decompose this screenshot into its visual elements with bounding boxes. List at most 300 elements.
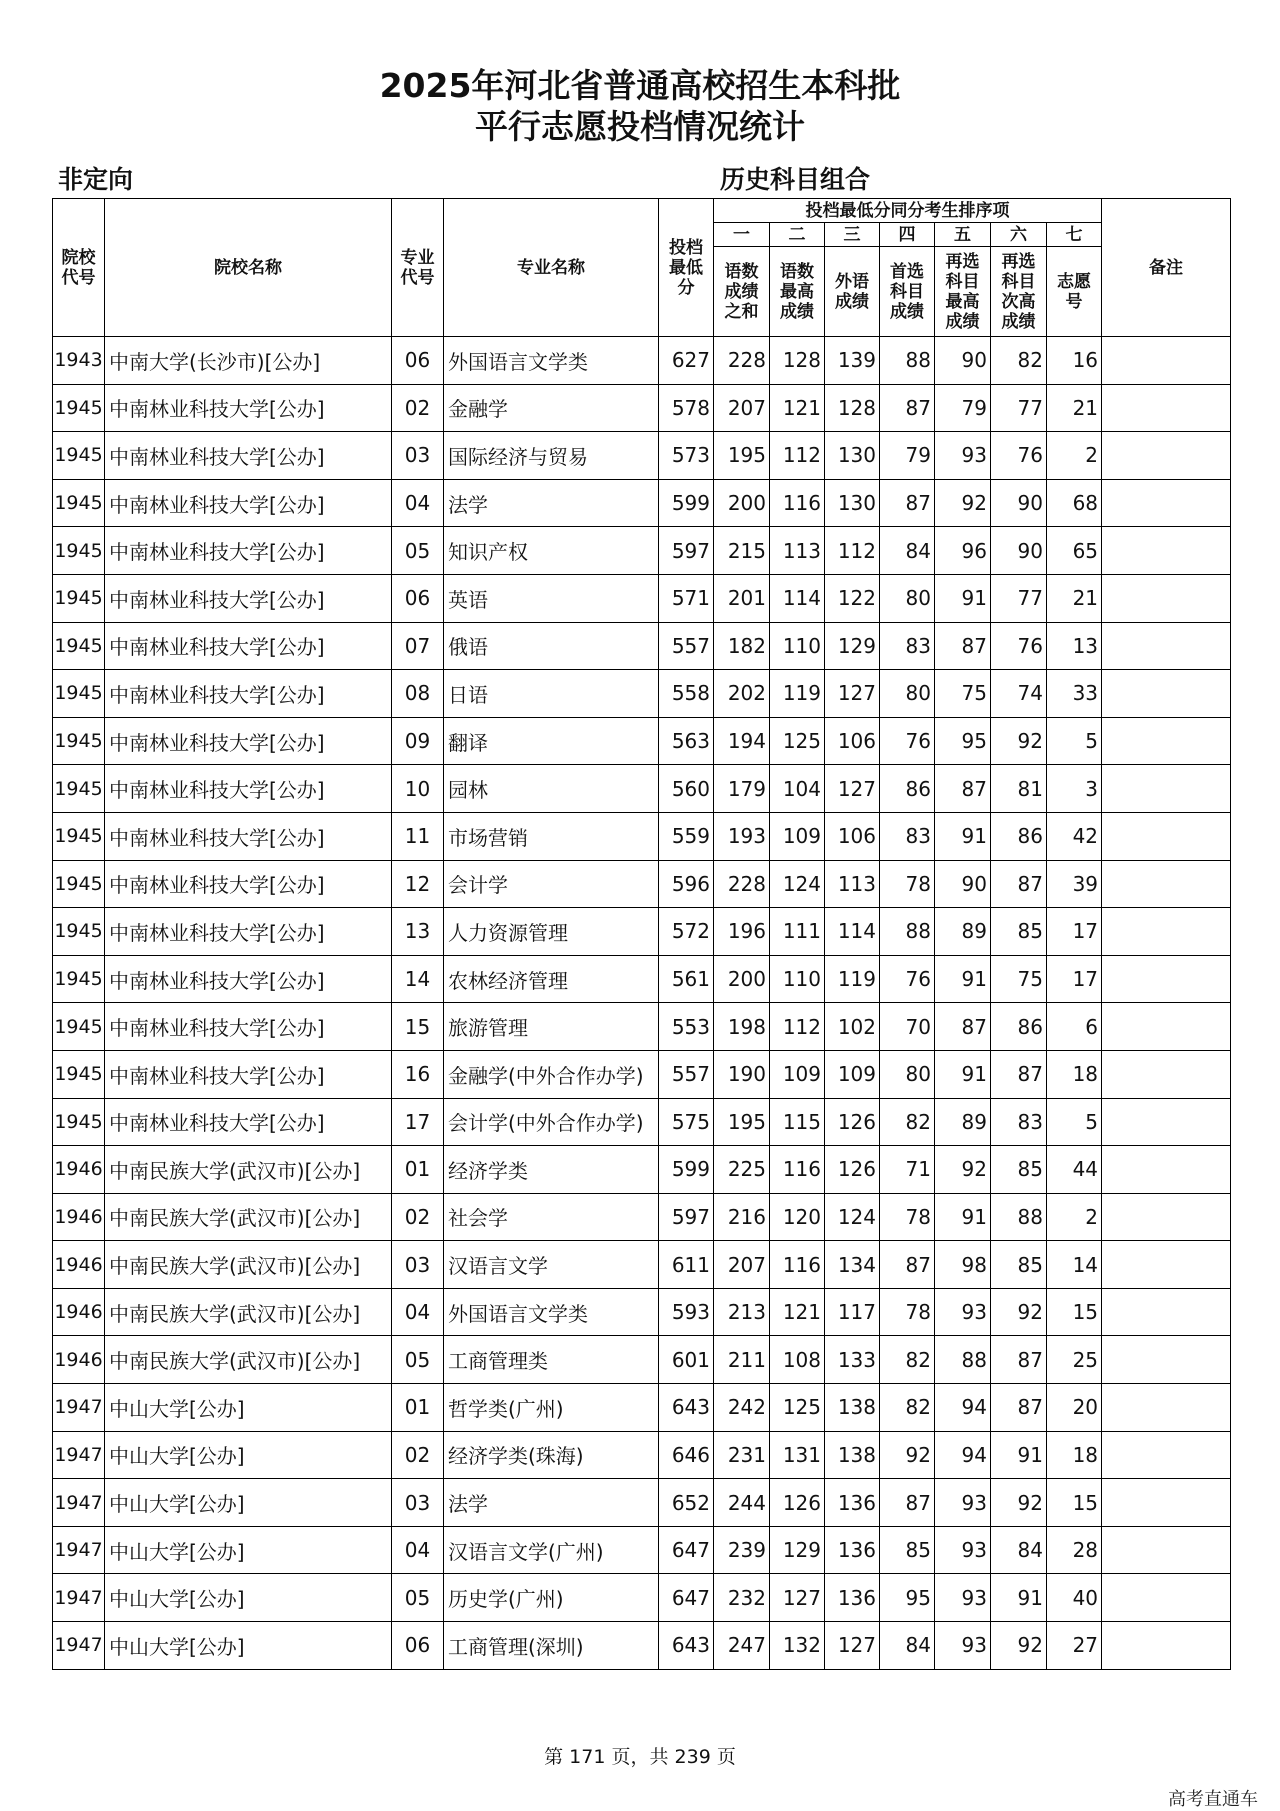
school-name-cell: 中南林业科技大学[公办] bbox=[105, 574, 392, 622]
rank2-score-cell: 112 bbox=[770, 432, 825, 480]
rank1-score-cell: 195 bbox=[714, 1098, 770, 1146]
school-name-cell: 中南林业科技大学[公办] bbox=[105, 1050, 392, 1098]
remark-cell bbox=[1102, 1384, 1231, 1432]
major-code-cell: 01 bbox=[392, 1384, 444, 1432]
rank1-score-cell: 196 bbox=[714, 908, 770, 956]
choice-no-cell: 44 bbox=[1047, 1146, 1102, 1194]
choice-no-cell: 2 bbox=[1047, 432, 1102, 480]
major-code-cell: 16 bbox=[392, 1050, 444, 1098]
rank3-score-cell: 113 bbox=[825, 860, 880, 908]
min-score-cell: 571 bbox=[659, 574, 714, 622]
page-footer: 第 171 页，共 239 页 bbox=[544, 1746, 736, 1768]
major-code-cell: 15 bbox=[392, 1003, 444, 1051]
rank2-score-cell: 109 bbox=[770, 812, 825, 860]
rank4-score-cell: 79 bbox=[880, 432, 935, 480]
choice-no-cell: 20 bbox=[1047, 1384, 1102, 1432]
rank2-score-cell: 115 bbox=[770, 1098, 825, 1146]
table-row bbox=[53, 717, 1231, 765]
rank6-score-cell: 76 bbox=[991, 622, 1047, 670]
table-row bbox=[53, 574, 1231, 622]
rank5-score-cell: 88 bbox=[935, 1336, 991, 1384]
min-score-cell: 561 bbox=[659, 955, 714, 1003]
table-row bbox=[53, 1336, 1231, 1384]
choice-no-cell: 39 bbox=[1047, 860, 1102, 908]
remark-cell bbox=[1102, 384, 1231, 432]
min-score-cell: 578 bbox=[659, 384, 714, 432]
table-row bbox=[53, 1431, 1231, 1479]
school-name-cell: 中山大学[公办] bbox=[105, 1526, 392, 1574]
choice-no-cell: 40 bbox=[1047, 1574, 1102, 1622]
min-score-cell: 647 bbox=[659, 1526, 714, 1574]
rank5-score-cell: 93 bbox=[935, 1622, 991, 1670]
remark-cell bbox=[1102, 622, 1231, 670]
min-score-cell: 553 bbox=[659, 1003, 714, 1051]
rank3-score-cell: 117 bbox=[825, 1288, 880, 1336]
rank4-score-cell: 78 bbox=[880, 1288, 935, 1336]
table-row bbox=[53, 955, 1231, 1003]
rank6-score-cell: 85 bbox=[991, 1241, 1047, 1289]
rank3-score-cell: 114 bbox=[825, 908, 880, 956]
choice-no-cell: 28 bbox=[1047, 1526, 1102, 1574]
rank3-score-cell: 127 bbox=[825, 765, 880, 813]
school-name-cell: 中南民族大学(武汉市)[公办] bbox=[105, 1193, 392, 1241]
rank2-score-cell: 127 bbox=[770, 1574, 825, 1622]
rank4-score-cell: 83 bbox=[880, 812, 935, 860]
rank5-score-cell: 93 bbox=[935, 432, 991, 480]
choice-no-cell: 18 bbox=[1047, 1050, 1102, 1098]
header-rank-item-7: 志愿号 bbox=[1047, 247, 1102, 337]
min-score-cell: 563 bbox=[659, 717, 714, 765]
school-code-cell: 1947 bbox=[53, 1526, 105, 1574]
header-rank-2: 二 bbox=[770, 223, 825, 247]
rank2-score-cell: 110 bbox=[770, 955, 825, 1003]
major-code-cell: 17 bbox=[392, 1098, 444, 1146]
major-name-cell: 历史学(广州) bbox=[444, 1574, 659, 1622]
rank6-score-cell: 85 bbox=[991, 908, 1047, 956]
rank6-score-cell: 86 bbox=[991, 812, 1047, 860]
school-code-cell: 1947 bbox=[53, 1431, 105, 1479]
rank6-score-cell: 84 bbox=[991, 1526, 1047, 1574]
rank3-score-cell: 136 bbox=[825, 1526, 880, 1574]
major-code-cell: 08 bbox=[392, 670, 444, 718]
major-code-cell: 06 bbox=[392, 1622, 444, 1670]
major-code-cell: 02 bbox=[392, 384, 444, 432]
rank3-score-cell: 130 bbox=[825, 479, 880, 527]
min-score-cell: 572 bbox=[659, 908, 714, 956]
rank2-score-cell: 119 bbox=[770, 670, 825, 718]
choice-no-cell: 16 bbox=[1047, 337, 1102, 385]
major-name-cell: 俄语 bbox=[444, 622, 659, 670]
rank3-score-cell: 126 bbox=[825, 1098, 880, 1146]
major-name-cell: 英语 bbox=[444, 574, 659, 622]
remark-cell bbox=[1102, 1098, 1231, 1146]
rank6-score-cell: 81 bbox=[991, 765, 1047, 813]
remark-cell bbox=[1102, 479, 1231, 527]
rank4-score-cell: 82 bbox=[880, 1384, 935, 1432]
rank2-score-cell: 114 bbox=[770, 574, 825, 622]
major-name-cell: 金融学 bbox=[444, 384, 659, 432]
rank1-score-cell: 232 bbox=[714, 1574, 770, 1622]
rank4-score-cell: 87 bbox=[880, 1241, 935, 1289]
major-code-cell: 01 bbox=[392, 1146, 444, 1194]
rank6-score-cell: 83 bbox=[991, 1098, 1047, 1146]
rank4-score-cell: 80 bbox=[880, 574, 935, 622]
rank1-score-cell: 190 bbox=[714, 1050, 770, 1098]
rank1-score-cell: 198 bbox=[714, 1003, 770, 1051]
min-score-cell: 599 bbox=[659, 479, 714, 527]
school-name-cell: 中南大学(长沙市)[公办] bbox=[105, 337, 392, 385]
rank5-score-cell: 75 bbox=[935, 670, 991, 718]
rank6-score-cell: 77 bbox=[991, 384, 1047, 432]
rank3-score-cell: 138 bbox=[825, 1384, 880, 1432]
table-row bbox=[53, 1146, 1231, 1194]
choice-no-cell: 21 bbox=[1047, 574, 1102, 622]
table-row bbox=[53, 670, 1231, 718]
school-name-cell: 中南林业科技大学[公办] bbox=[105, 622, 392, 670]
school-code-cell: 1945 bbox=[53, 479, 105, 527]
rank4-score-cell: 88 bbox=[880, 337, 935, 385]
rank6-score-cell: 92 bbox=[991, 717, 1047, 765]
rank2-score-cell: 104 bbox=[770, 765, 825, 813]
school-name-cell: 中山大学[公办] bbox=[105, 1431, 392, 1479]
rank2-score-cell: 116 bbox=[770, 479, 825, 527]
table-row bbox=[53, 337, 1231, 385]
rank1-score-cell: 211 bbox=[714, 1336, 770, 1384]
header-rank-item-2: 语数最高成绩 bbox=[770, 247, 825, 337]
remark-cell bbox=[1102, 955, 1231, 1003]
min-score-cell: 573 bbox=[659, 432, 714, 480]
rank2-score-cell: 120 bbox=[770, 1193, 825, 1241]
rank3-score-cell: 106 bbox=[825, 717, 880, 765]
min-score-cell: 643 bbox=[659, 1384, 714, 1432]
rank5-score-cell: 92 bbox=[935, 1146, 991, 1194]
school-code-cell: 1946 bbox=[53, 1241, 105, 1289]
table-row bbox=[53, 1288, 1231, 1336]
school-code-cell: 1947 bbox=[53, 1384, 105, 1432]
school-code-cell: 1945 bbox=[53, 622, 105, 670]
table-row bbox=[53, 1574, 1231, 1622]
rank4-score-cell: 85 bbox=[880, 1526, 935, 1574]
major-name-cell: 外国语言文学类 bbox=[444, 337, 659, 385]
table-row bbox=[53, 1003, 1231, 1051]
rank6-score-cell: 85 bbox=[991, 1146, 1047, 1194]
min-score-cell: 559 bbox=[659, 812, 714, 860]
rank3-score-cell: 136 bbox=[825, 1574, 880, 1622]
rank5-score-cell: 98 bbox=[935, 1241, 991, 1289]
choice-no-cell: 5 bbox=[1047, 717, 1102, 765]
choice-no-cell: 21 bbox=[1047, 384, 1102, 432]
rank6-score-cell: 92 bbox=[991, 1288, 1047, 1336]
rank5-score-cell: 93 bbox=[935, 1574, 991, 1622]
rank4-score-cell: 80 bbox=[880, 670, 935, 718]
remark-cell bbox=[1102, 1336, 1231, 1384]
min-score-cell: 557 bbox=[659, 622, 714, 670]
header-rank-7: 七 bbox=[1047, 223, 1102, 247]
rank5-score-cell: 95 bbox=[935, 717, 991, 765]
rank1-score-cell: 194 bbox=[714, 717, 770, 765]
remark-cell bbox=[1102, 717, 1231, 765]
choice-no-cell: 3 bbox=[1047, 765, 1102, 813]
min-score-cell: 597 bbox=[659, 527, 714, 575]
school-name-cell: 中南民族大学(武汉市)[公办] bbox=[105, 1146, 392, 1194]
rank1-score-cell: 213 bbox=[714, 1288, 770, 1336]
header-rank-item-4: 首选科目成绩 bbox=[880, 247, 935, 337]
rank5-score-cell: 90 bbox=[935, 860, 991, 908]
rank3-score-cell: 127 bbox=[825, 670, 880, 718]
rank6-score-cell: 91 bbox=[991, 1431, 1047, 1479]
major-name-cell: 农林经济管理 bbox=[444, 955, 659, 1003]
major-name-cell: 外国语言文学类 bbox=[444, 1288, 659, 1336]
min-score-cell: 596 bbox=[659, 860, 714, 908]
table-row bbox=[53, 908, 1231, 956]
school-name-cell: 中山大学[公办] bbox=[105, 1622, 392, 1670]
table-row bbox=[53, 384, 1231, 432]
remark-cell bbox=[1102, 1526, 1231, 1574]
rank4-score-cell: 78 bbox=[880, 860, 935, 908]
min-score-cell: 611 bbox=[659, 1241, 714, 1289]
rank1-score-cell: 193 bbox=[714, 812, 770, 860]
major-code-cell: 13 bbox=[392, 908, 444, 956]
header-rank-item-3: 外语成绩 bbox=[825, 247, 880, 337]
rank3-score-cell: 112 bbox=[825, 527, 880, 575]
major-name-cell: 社会学 bbox=[444, 1193, 659, 1241]
rank2-score-cell: 108 bbox=[770, 1336, 825, 1384]
remark-cell bbox=[1102, 1479, 1231, 1527]
rank1-score-cell: 207 bbox=[714, 1241, 770, 1289]
watermark: 高考直通车 bbox=[1168, 1789, 1258, 1810]
choice-no-cell: 33 bbox=[1047, 670, 1102, 718]
choice-no-cell: 2 bbox=[1047, 1193, 1102, 1241]
rank6-score-cell: 82 bbox=[991, 337, 1047, 385]
rank4-score-cell: 82 bbox=[880, 1336, 935, 1384]
header-min-score: 投档最低分 bbox=[659, 199, 714, 337]
rank2-score-cell: 129 bbox=[770, 1526, 825, 1574]
school-code-cell: 1945 bbox=[53, 1003, 105, 1051]
min-score-cell: 558 bbox=[659, 670, 714, 718]
remark-cell bbox=[1102, 1050, 1231, 1098]
header-rank-5: 五 bbox=[935, 223, 991, 247]
rank5-score-cell: 93 bbox=[935, 1288, 991, 1336]
major-name-cell: 日语 bbox=[444, 670, 659, 718]
rank4-score-cell: 92 bbox=[880, 1431, 935, 1479]
rank3-score-cell: 124 bbox=[825, 1193, 880, 1241]
header-school-code: 院校代号 bbox=[53, 199, 105, 337]
school-name-cell: 中南林业科技大学[公办] bbox=[105, 384, 392, 432]
rank6-score-cell: 87 bbox=[991, 860, 1047, 908]
school-name-cell: 中南林业科技大学[公办] bbox=[105, 670, 392, 718]
table-row bbox=[53, 812, 1231, 860]
rank4-score-cell: 76 bbox=[880, 717, 935, 765]
major-code-cell: 03 bbox=[392, 432, 444, 480]
rank1-score-cell: 179 bbox=[714, 765, 770, 813]
rank1-score-cell: 244 bbox=[714, 1479, 770, 1527]
rank1-score-cell: 247 bbox=[714, 1622, 770, 1670]
major-name-cell: 园林 bbox=[444, 765, 659, 813]
major-name-cell: 旅游管理 bbox=[444, 1003, 659, 1051]
rank4-score-cell: 84 bbox=[880, 1622, 935, 1670]
header-rank-1: 一 bbox=[714, 223, 770, 247]
rank6-score-cell: 76 bbox=[991, 432, 1047, 480]
table-row bbox=[53, 1193, 1231, 1241]
rank4-score-cell: 84 bbox=[880, 527, 935, 575]
rank3-score-cell: 134 bbox=[825, 1241, 880, 1289]
choice-no-cell: 13 bbox=[1047, 622, 1102, 670]
rank5-score-cell: 79 bbox=[935, 384, 991, 432]
major-name-cell: 人力资源管理 bbox=[444, 908, 659, 956]
rank3-score-cell: 102 bbox=[825, 1003, 880, 1051]
rank4-score-cell: 82 bbox=[880, 1098, 935, 1146]
major-code-cell: 04 bbox=[392, 1526, 444, 1574]
rank6-score-cell: 77 bbox=[991, 574, 1047, 622]
table-row bbox=[53, 1622, 1231, 1670]
major-code-cell: 03 bbox=[392, 1479, 444, 1527]
school-code-cell: 1946 bbox=[53, 1336, 105, 1384]
school-name-cell: 中南林业科技大学[公办] bbox=[105, 765, 392, 813]
rank5-score-cell: 92 bbox=[935, 479, 991, 527]
rank1-score-cell: 201 bbox=[714, 574, 770, 622]
school-code-cell: 1947 bbox=[53, 1622, 105, 1670]
school-name-cell: 中山大学[公办] bbox=[105, 1384, 392, 1432]
school-name-cell: 中南林业科技大学[公办] bbox=[105, 955, 392, 1003]
rank5-score-cell: 94 bbox=[935, 1384, 991, 1432]
rank1-score-cell: 216 bbox=[714, 1193, 770, 1241]
major-name-cell: 国际经济与贸易 bbox=[444, 432, 659, 480]
rank2-score-cell: 110 bbox=[770, 622, 825, 670]
rank1-score-cell: 200 bbox=[714, 479, 770, 527]
major-code-cell: 05 bbox=[392, 1336, 444, 1384]
choice-no-cell: 68 bbox=[1047, 479, 1102, 527]
major-code-cell: 02 bbox=[392, 1431, 444, 1479]
rank1-score-cell: 225 bbox=[714, 1146, 770, 1194]
rank5-score-cell: 89 bbox=[935, 908, 991, 956]
school-code-cell: 1943 bbox=[53, 337, 105, 385]
rank2-score-cell: 109 bbox=[770, 1050, 825, 1098]
min-score-cell: 593 bbox=[659, 1288, 714, 1336]
header-remark: 备注 bbox=[1102, 199, 1231, 337]
school-name-cell: 中山大学[公办] bbox=[105, 1479, 392, 1527]
remark-cell bbox=[1102, 670, 1231, 718]
table-row bbox=[53, 432, 1231, 480]
header-major-name: 专业名称 bbox=[444, 199, 659, 337]
min-score-cell: 560 bbox=[659, 765, 714, 813]
major-code-cell: 04 bbox=[392, 1288, 444, 1336]
rank4-score-cell: 83 bbox=[880, 622, 935, 670]
rank6-score-cell: 90 bbox=[991, 527, 1047, 575]
choice-no-cell: 27 bbox=[1047, 1622, 1102, 1670]
rank5-score-cell: 87 bbox=[935, 765, 991, 813]
remark-cell bbox=[1102, 1241, 1231, 1289]
remark-cell bbox=[1102, 574, 1231, 622]
major-code-cell: 05 bbox=[392, 1574, 444, 1622]
rank5-score-cell: 87 bbox=[935, 1003, 991, 1051]
header-rank-item-5: 再选科目最高成绩 bbox=[935, 247, 991, 337]
school-name-cell: 中南民族大学(武汉市)[公办] bbox=[105, 1336, 392, 1384]
min-score-cell: 599 bbox=[659, 1146, 714, 1194]
remark-cell bbox=[1102, 527, 1231, 575]
major-name-cell: 汉语言文学 bbox=[444, 1241, 659, 1289]
rank4-score-cell: 76 bbox=[880, 955, 935, 1003]
major-code-cell: 04 bbox=[392, 479, 444, 527]
choice-no-cell: 17 bbox=[1047, 955, 1102, 1003]
major-name-cell: 金融学(中外合作办学) bbox=[444, 1050, 659, 1098]
rank6-score-cell: 87 bbox=[991, 1384, 1047, 1432]
rank3-score-cell: 130 bbox=[825, 432, 880, 480]
min-score-cell: 627 bbox=[659, 337, 714, 385]
table-row bbox=[53, 1241, 1231, 1289]
subject-group-label: 历史科目组合 bbox=[720, 165, 871, 194]
rank5-score-cell: 91 bbox=[935, 574, 991, 622]
header-tie-group: 投档最低分同分考生排序项 bbox=[714, 199, 1102, 223]
table-row bbox=[53, 1479, 1231, 1527]
rank4-score-cell: 95 bbox=[880, 1574, 935, 1622]
remark-cell bbox=[1102, 908, 1231, 956]
school-name-cell: 中南林业科技大学[公办] bbox=[105, 860, 392, 908]
school-code-cell: 1947 bbox=[53, 1574, 105, 1622]
admission-table bbox=[52, 198, 1231, 1670]
table-row bbox=[53, 1050, 1231, 1098]
major-code-cell: 14 bbox=[392, 955, 444, 1003]
remark-cell bbox=[1102, 860, 1231, 908]
choice-no-cell: 6 bbox=[1047, 1003, 1102, 1051]
rank6-score-cell: 88 bbox=[991, 1193, 1047, 1241]
choice-no-cell: 65 bbox=[1047, 527, 1102, 575]
remark-cell bbox=[1102, 1288, 1231, 1336]
choice-no-cell: 14 bbox=[1047, 1241, 1102, 1289]
choice-no-cell: 17 bbox=[1047, 908, 1102, 956]
rank1-score-cell: 228 bbox=[714, 337, 770, 385]
major-name-cell: 工商管理类 bbox=[444, 1336, 659, 1384]
rank2-score-cell: 131 bbox=[770, 1431, 825, 1479]
school-name-cell: 中南林业科技大学[公办] bbox=[105, 717, 392, 765]
rank4-score-cell: 71 bbox=[880, 1146, 935, 1194]
major-name-cell: 经济学类(珠海) bbox=[444, 1431, 659, 1479]
school-name-cell: 中南林业科技大学[公办] bbox=[105, 479, 392, 527]
rank6-score-cell: 90 bbox=[991, 479, 1047, 527]
rank3-score-cell: 136 bbox=[825, 1479, 880, 1527]
rank6-score-cell: 86 bbox=[991, 1003, 1047, 1051]
table-row bbox=[53, 860, 1231, 908]
rank2-score-cell: 116 bbox=[770, 1146, 825, 1194]
rank2-score-cell: 128 bbox=[770, 337, 825, 385]
category-label: 非定向 bbox=[58, 165, 134, 194]
major-code-cell: 02 bbox=[392, 1193, 444, 1241]
rank1-score-cell: 195 bbox=[714, 432, 770, 480]
major-name-cell: 会计学(中外合作办学) bbox=[444, 1098, 659, 1146]
choice-no-cell: 18 bbox=[1047, 1431, 1102, 1479]
rank5-score-cell: 94 bbox=[935, 1431, 991, 1479]
rank1-score-cell: 215 bbox=[714, 527, 770, 575]
table-row bbox=[53, 479, 1231, 527]
min-score-cell: 647 bbox=[659, 1574, 714, 1622]
rank2-score-cell: 116 bbox=[770, 1241, 825, 1289]
choice-no-cell: 5 bbox=[1047, 1098, 1102, 1146]
major-name-cell: 翻译 bbox=[444, 717, 659, 765]
remark-cell bbox=[1102, 1574, 1231, 1622]
table-row bbox=[53, 1526, 1231, 1574]
min-score-cell: 557 bbox=[659, 1050, 714, 1098]
school-code-cell: 1945 bbox=[53, 812, 105, 860]
rank2-score-cell: 124 bbox=[770, 860, 825, 908]
rank3-score-cell: 106 bbox=[825, 812, 880, 860]
rank4-score-cell: 80 bbox=[880, 1050, 935, 1098]
remark-cell bbox=[1102, 1622, 1231, 1670]
rank1-score-cell: 202 bbox=[714, 670, 770, 718]
header-rank-4: 四 bbox=[880, 223, 935, 247]
table-row bbox=[53, 1384, 1231, 1432]
choice-no-cell: 15 bbox=[1047, 1479, 1102, 1527]
school-code-cell: 1945 bbox=[53, 860, 105, 908]
remark-cell bbox=[1102, 1003, 1231, 1051]
